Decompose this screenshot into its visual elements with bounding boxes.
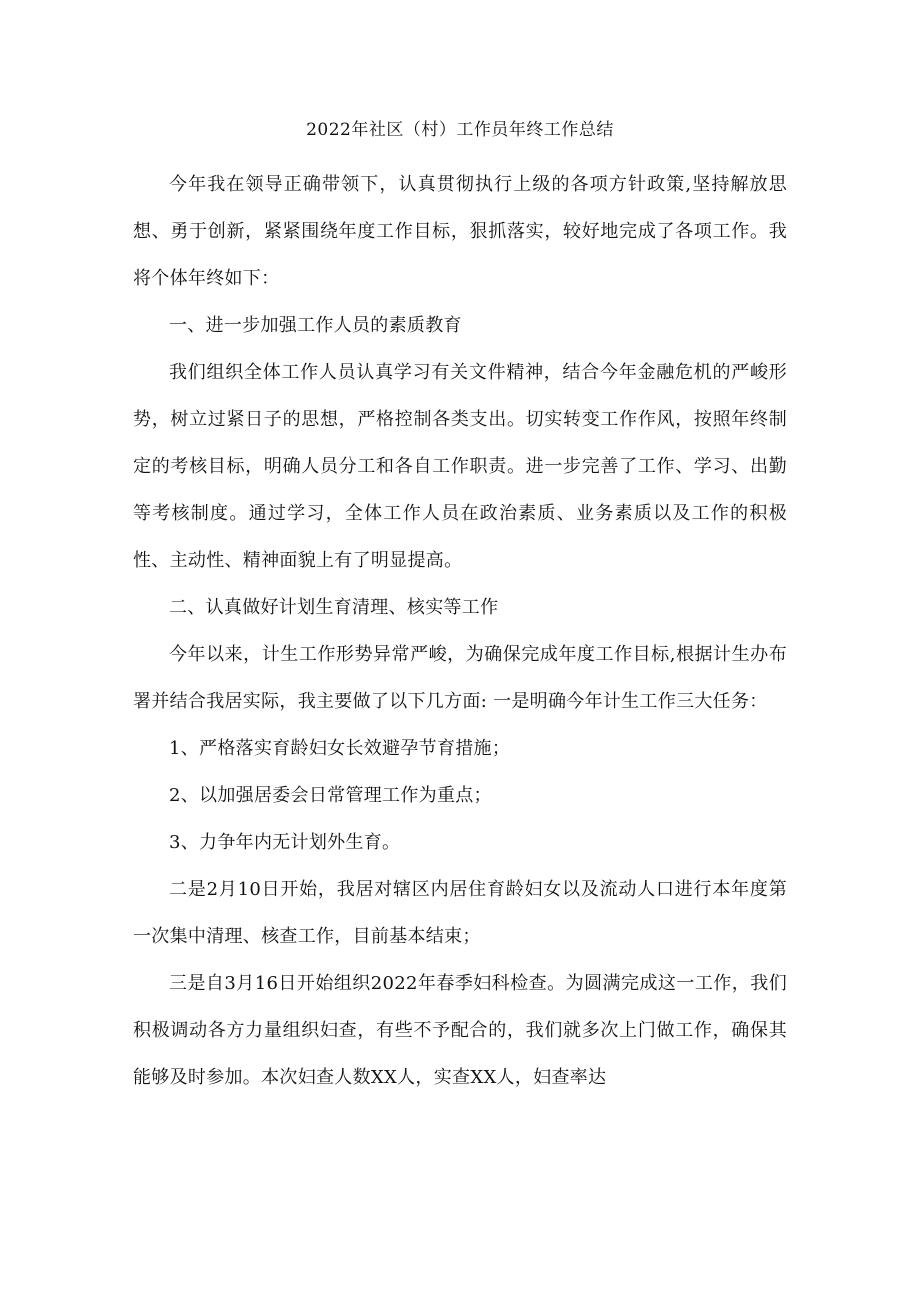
document-body bbox=[133, 161, 787, 1101]
task-item-2: 2、以加强居委会日常管理工作为重点； bbox=[169, 785, 492, 806]
task-item-3: 3、力争年内无计划外生育。 bbox=[169, 832, 401, 853]
section-heading-2: 二、认真做好计划生育清理、核实等工作 bbox=[169, 597, 499, 618]
document-title: 2022年社区（村）工作员年终工作总结 bbox=[306, 120, 614, 140]
section-heading-1: 一、进一步加强工作人员的素质教育 bbox=[169, 315, 462, 336]
paragraph-section-1: 我们组织全体工作人员认真学习有关文件精神，结合今年金融危机的严峻形势，树立过紧日子的思想，严格控制各类支出。切实转变工作作风，按照年终制定的考核目标，明确人员分工和各自工作职责。进一步完善了工作、学习、出勤等考核制度。通过学习，全体工作人员在政治素质、业务素质以及工作的积极性、主动性、精神面貌上有了明显提高。 bbox=[133, 362, 787, 571]
paragraph-intro: 今年我在领导正确带领下，认真贯彻执行上级的各项方针政策,坚持解放思想、勇于创新，紧紧围绕年度工作目标，狠抓落实，较好地完成了各项工作。我将个体年终如下： bbox=[133, 174, 787, 289]
paragraph-cleanup: 二是2月10日开始，我居对辖区内居住育龄妇女以及流动人口进行本年度第一次集中清理、核查工作，目前基本结束； bbox=[133, 879, 787, 947]
paragraph-exam: 三是自3月16日开始组织2022年春季妇科检查。为圆满完成这一工作，我们积极调动各方力量组织妇查，有些不予配合的，我们就多次上门做工作，确保其能够及时参加。本次妇查人数XX人，实查XX人，妇查率达 bbox=[133, 973, 787, 1088]
paragraph-section-2: 今年以来，计生工作形势异常严峻，为确保完成年度工作目标,根据计生办布署并结合我居实际，我主要做了以下几方面: 一是明确今年计生工作三大任务： bbox=[133, 644, 787, 712]
task-item-1: 1、严格落实育龄妇女长效避孕节育措施； bbox=[169, 738, 511, 759]
